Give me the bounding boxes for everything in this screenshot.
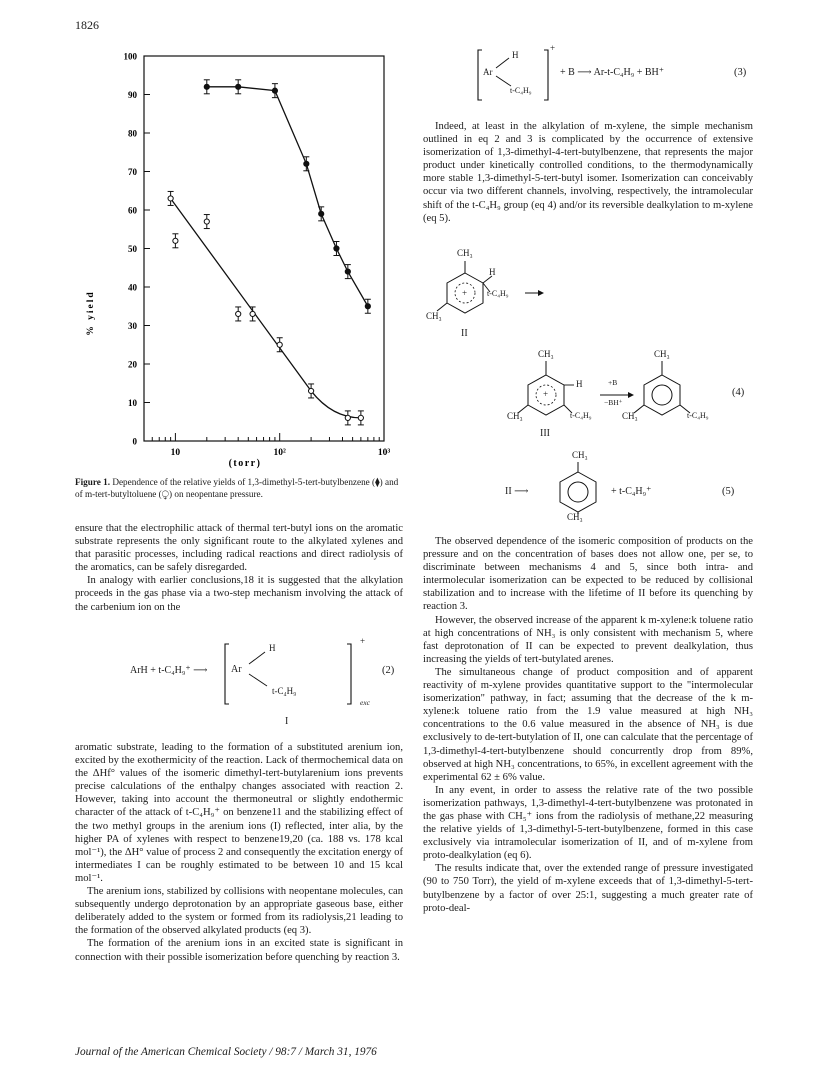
data-point-open <box>172 234 178 248</box>
y-tick-label: 70 <box>128 167 137 177</box>
equation-2 <box>130 636 403 730</box>
eq3-h: H <box>512 50 519 60</box>
arrow-above: +B <box>608 378 618 387</box>
paragraph: ensure that the electrophilic attack of thermal tert-butyl ions on the aromatic substrate represents the only significant route to the alkylated xylenes and that parasitic processes, including radical reactions and direct radiolysis of the aromatics, can be safely disregarded. <box>75 523 403 574</box>
y-tick-label: 60 <box>128 205 137 216</box>
paragraph: aromatic substrate, leading to the formation of a substituted arenium ion, excited by the exothermicity of the reaction. Lack of thermochemical data on the ΔHf° values of the isomeric dimethyl-tert-butylarenium ions prevents precise calculations of the enthalpy changes associated with reaction 2. However, taking into account the thermoneutral or slightly endothermic character of the attack of t-C₄H₉⁺ on benzene11 and the stabilizing effect of the two methyl groups in the arenium ions (I) reflected, inter alia, by the higher PA of xylenes with respect to benzene19,20 (ca. 188 vs. 178 kcal mol⁻¹), the ΔH° value of process 2 and consequently the excitation energy of intermediates I can be roughly estimated to be between 10 and 15 kcal mol⁻¹. <box>75 742 403 884</box>
eq3-charge: + <box>550 43 556 53</box>
h: H <box>576 379 583 389</box>
data-point-open <box>308 384 314 398</box>
tbu: t-C₄H₉ <box>570 411 592 420</box>
eq2-number: (2) <box>382 665 395 676</box>
chart-marks <box>168 80 371 425</box>
eq2-label-I: I <box>285 716 289 727</box>
paragraph: In analogy with earlier conclusions,18 it is suggested that the alkylation proceeds in the gas phase via a two-step mechanism involving the attack of the carbenium ion on the <box>75 575 403 613</box>
label-III: III <box>540 428 550 439</box>
eq5-rhs: + t-C₄H₉⁺ <box>611 486 652 497</box>
eq3-number: (3) <box>734 67 747 78</box>
y-tick-label: 0 <box>132 436 137 447</box>
paragraph: In any event, in order to assess the relative rate of the two possible isomerization pathways, 1,3-dimethyl-4-tert-butylbenzene was protonated in the gas phase with CH₅⁺ ions from the radiolysis of methane,22 measuring the relative yields of 1,3-dimethyl-5-tert-butylbenzene, formed in this case exclusively via intramolecular isomerization of II, and of m-xylene from proto-dealkylation (eq 6). <box>423 784 753 862</box>
paragraph: The results indicate that, over the extended range of pressure investigated (90 to 750 Torr), the yield of m-xylene exceeds that of 1,3-dimethyl-5-tert-butylbenzene by a factor of over 25:1, suggesting a much greater rate of proto-deal- <box>423 863 753 914</box>
eq2-h: H <box>269 643 276 653</box>
series-line <box>207 87 368 306</box>
ch3: CH₃ <box>654 349 670 359</box>
y-tick-label: 80 <box>128 128 137 139</box>
plot-frame <box>144 56 384 441</box>
data-point-open <box>204 215 210 229</box>
data-point-open <box>168 191 174 205</box>
label-II: II <box>461 328 468 339</box>
paragraph: However, the observed increase of the apparent k m-xylene:k toluene ratio at high concentrations of NH₃ is only consistent with mechanism 5, where fast deprotonation of II can be expected to prevent dealkylation, thus increasing the yields of tert-butylated arenes. <box>423 614 753 665</box>
data-point-filled <box>235 80 241 94</box>
x-tick-label: 10³ <box>377 448 391 458</box>
data-point-open <box>235 307 241 321</box>
ch3: CH₃ <box>507 411 523 421</box>
data-point-open <box>250 307 256 321</box>
eq2-tbu: t-C₄H₉ <box>272 686 297 696</box>
journal-footer: Journal of the American Chemical Society / 98:7 / March 31, 1976 <box>75 1046 377 1058</box>
arrow-below: −BH⁺ <box>604 398 623 407</box>
right-column <box>423 535 753 915</box>
y-tick-label: 50 <box>128 244 137 254</box>
right-top-text <box>423 120 753 225</box>
chart-axes <box>124 52 391 459</box>
data-point-open <box>277 338 283 352</box>
y-tick-label: 30 <box>128 321 137 331</box>
eq3-rhs: + B ⟶ Ar-t-C₄H₉ + BH⁺ <box>560 67 665 78</box>
x-axis-label: (torr) <box>228 458 262 469</box>
eq4-number: (4) <box>732 387 745 398</box>
paragraph: The simultaneous change of product composition and of apparent reactivity of m-xylene provides quantitative support to the "intermolecular isomerization" pathway, in fact; assuming that the decrease of the k m-xylene:k toluene ratio from the 1.9 value measured at high NH₃ concentrations to the 0.6 value measured in the absence of NH₃ is due exclusively to de-tert-butylation of II, one can calculate that the percentage of 1,3-dimethyl-4-tert-butylbenzene should concurrently drop from 89%, observed at high NH₃ concentrations, to 65%, in excellent agreement with the experimental 62 ± 6% value. <box>423 666 753 783</box>
data-point-open <box>345 411 351 425</box>
y-tick-label: 90 <box>128 90 137 100</box>
y-tick-label: 20 <box>128 359 137 370</box>
structure-II: + CH₃ CH₃ H t-C₄H₉ II <box>425 245 555 340</box>
tbu: t-C₄H₉ <box>687 411 709 420</box>
ch3: CH₃ <box>622 411 638 421</box>
figure-1-chart <box>78 48 408 473</box>
x-tick-label: 10² <box>273 448 286 458</box>
tbu: t-C₄H₉ <box>487 289 509 298</box>
data-point-filled <box>204 80 210 94</box>
left-column <box>75 522 403 614</box>
eq5-number: (5) <box>722 486 735 497</box>
eq2-subscript: exc <box>360 698 370 707</box>
x-tick-label: 10 <box>170 448 181 458</box>
h: H <box>489 267 496 277</box>
ch3: CH₃ <box>538 349 554 359</box>
data-point-open <box>358 411 364 425</box>
y-tick-label: 40 <box>128 282 137 293</box>
figure-caption <box>75 477 405 500</box>
ch3: CH₃ <box>426 311 442 321</box>
eq2-ar: Ar <box>231 664 242 675</box>
left-column-2 <box>75 741 403 964</box>
y-tick-label: 10 <box>128 398 137 408</box>
eq3-ar: Ar <box>483 67 493 77</box>
y-axis-label: % yield <box>86 290 96 336</box>
paragraph: The observed dependence of the isomeric composition of products on the pressure and on the concentration of bases does not allow one, per se, to discriminate between mechanisms 4 and 5, since both intra- and intermolecular isomerization can be expected to be reduced by collisional stabilization and to increase with the lifetime of II before its quenching by reaction 3. <box>423 536 753 613</box>
caption-label: Figure 1. <box>75 477 111 487</box>
caption-text: Dependence of the relative yields of 1,3-dimethyl-5-tert-butylbenzene (⧫) and of m-tert-butyltoluene (⧬) on neopentane pressure. <box>75 477 399 499</box>
paragraph: The formation of the arenium ions in an excited state is significant in connection with their possible isomerization before quenching by reaction 3. <box>75 938 403 963</box>
y-tick-label: 100 <box>123 51 137 62</box>
eq5-lhs: II ⟶ <box>505 486 529 497</box>
ch3: CH₃ <box>572 450 588 460</box>
series-line <box>171 198 361 417</box>
eq2-charge: + <box>360 636 366 646</box>
ch3: CH₃ <box>457 248 473 258</box>
ch3: CH₃ <box>567 512 583 522</box>
equation-3 <box>476 43 756 106</box>
eq2-lhs: ArH + t-C₄H₉⁺ ⟶ <box>130 665 208 676</box>
paragraph: The arenium ions, stabilized by collisions with neopentane molecules, can subsequently undergo deprotonation by an appropriate gaseous base, either deliberately added to the system or formed from its radiolysis,21 leading to the formation of the observed alkylated products (eq 3). <box>75 886 403 937</box>
eq3-tbu: t-C₄H₉ <box>510 86 532 95</box>
equation-4: + CH₃ CH₃ H t-C₄H₉ +B −BH⁺ CH₃ CH₃ t-C₄H₉ III (4) <box>507 349 745 439</box>
equation-5 <box>500 450 755 525</box>
page-number: 1826 <box>75 18 99 32</box>
paragraph: Indeed, at least in the alkylation of m-xylene, the simple mechanism outlined in eq 2 and 3 is complicated by the occurrence of extensive isomerization of 1,3-dimethyl-4-tert-butylbenzene, that represents the major product under kinetically controlled conditions, to the thermodynamically more stable 1,3-dimethyl-5-tert-butyl isomer. Isomerization can conceivably occur via two different channels, involving, respectively, the intramolecular shift of the t-C₄H₉ group (eq 4) and/or its reversible dealkylation to m-xylene (eq 5). <box>423 121 753 224</box>
